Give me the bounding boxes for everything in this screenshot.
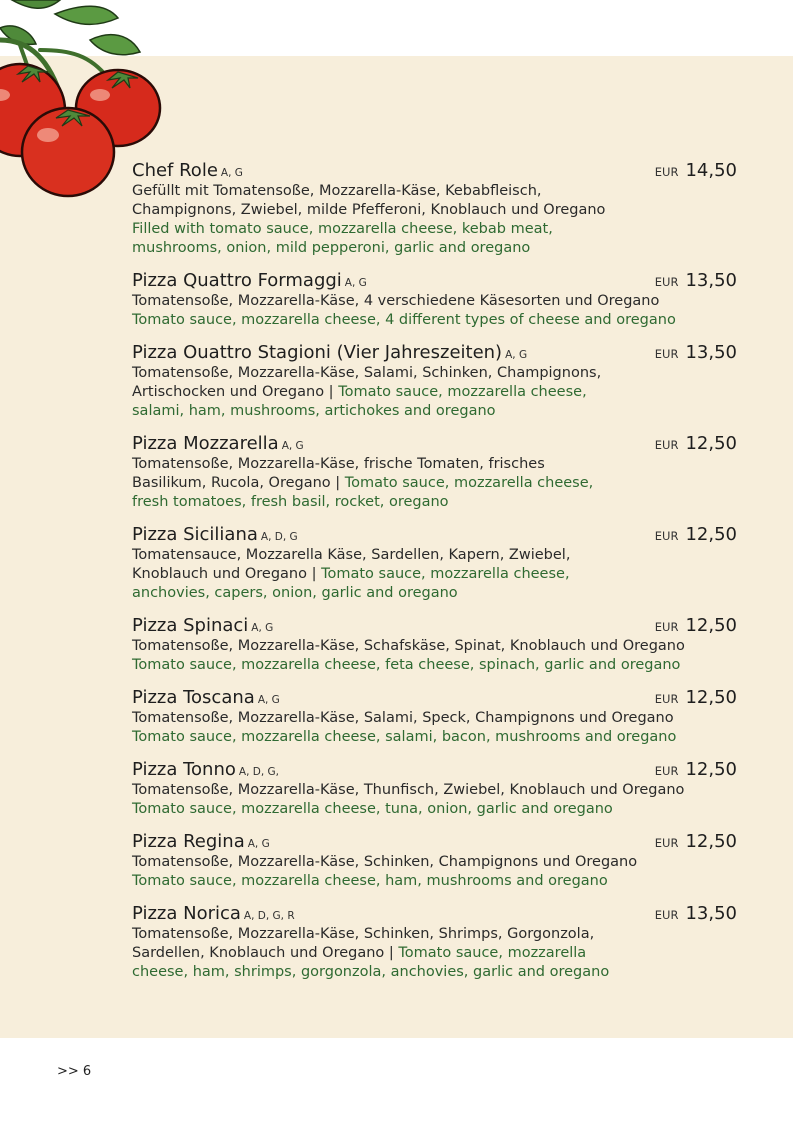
menu-item-header — [132, 433, 737, 455]
english-description: Tomato sauce, mozzarella cheese, — [338, 384, 587, 400]
item-allergens: A, G — [257, 694, 280, 706]
item-price — [655, 524, 737, 545]
page-number: >> 6 — [57, 1064, 92, 1079]
english-description: mushrooms, onion, mild pepperoni, garlic and oregano — [132, 240, 531, 256]
english-description: Tomato sauce, mozzarella cheese, salami, bacon, mushrooms and oregano — [132, 729, 677, 745]
item-name: Pizza Ouattro Stagioni (Vier Jahreszeiten) — [132, 342, 503, 363]
menu-item — [132, 903, 737, 982]
price-amount: 14,50 — [685, 160, 737, 181]
english-description: Tomato sauce, mozzarella — [398, 945, 587, 961]
item-name: Pizza Norica — [132, 903, 241, 924]
german-description: Tomatensoße, Mozzarella-Käse, Thunfisch, Zwiebel, Knoblauch und Oregano — [132, 782, 685, 798]
menu-item-header — [132, 270, 737, 292]
menu-item-header — [132, 687, 737, 709]
german-description: Tomatensauce, Mozzarella Käse, Sardellen, Kapern, Zwiebel, — [132, 547, 571, 563]
item-description — [132, 637, 737, 675]
menu-item — [132, 615, 737, 675]
item-name: Chef Role — [132, 160, 218, 181]
price-amount: 12,50 — [685, 433, 737, 454]
english-description: cheese, ham, shrimps, gorgonzola, anchovies, garlic and oregano — [132, 964, 610, 980]
english-description: Tomato sauce, mozzarella cheese, — [321, 566, 570, 582]
item-description — [132, 709, 737, 747]
item-allergens: A, G — [281, 440, 304, 452]
price-currency: EUR — [654, 764, 679, 778]
price-amount: 12,50 — [685, 524, 737, 545]
item-description — [132, 781, 737, 819]
item-allergens: A, G — [251, 622, 274, 634]
price-currency: EUR — [654, 692, 679, 706]
item-price — [655, 831, 737, 852]
german-description: Artischocken und Oregano | — [132, 384, 339, 400]
english-description: fresh tomatoes, fresh basil, rocket, oregano — [132, 494, 449, 510]
item-description — [132, 455, 737, 512]
german-description: Basilikum, Rucola, Oregano | — [132, 475, 345, 491]
item-price — [655, 615, 737, 636]
german-description: Tomatensoße, Mozzarella-Käse, Schinken, Shrimps, Gorgonzola, — [132, 926, 595, 942]
item-name: Pizza Regina — [132, 831, 245, 852]
price-currency: EUR — [654, 275, 679, 289]
german-description: Tomatensoße, Mozzarella-Käse, Salami, Schinken, Champignons, — [132, 365, 602, 381]
item-allergens: A, D, G — [260, 531, 298, 543]
menu-item-header — [132, 342, 737, 364]
price-amount: 12,50 — [685, 759, 737, 780]
menu-item-header — [132, 759, 737, 781]
price-currency: EUR — [654, 529, 679, 543]
price-amount: 12,50 — [685, 831, 737, 852]
item-allergens: A, D, G, — [238, 766, 279, 778]
english-description: Tomato sauce, mozzarella cheese, — [344, 475, 594, 491]
item-description — [132, 364, 737, 421]
item-name: Pizza Mozzarella — [132, 433, 279, 454]
menu-item-header — [132, 831, 737, 853]
item-name: Pizza Toscana — [132, 687, 255, 708]
item-allergens: A, G — [505, 349, 528, 361]
item-allergens: A, G — [344, 277, 367, 289]
menu-item — [132, 342, 737, 421]
item-name: Pizza Tonno — [132, 759, 236, 780]
english-description: anchovies, capers, onion, garlic and oregano — [132, 585, 458, 601]
menu-item-header — [132, 524, 737, 546]
price-currency: EUR — [654, 347, 679, 361]
menu-item — [132, 687, 737, 747]
price-amount: 13,50 — [685, 342, 737, 363]
menu-item-header — [132, 903, 737, 925]
german-description: Tomatensoße, Mozzarella-Käse, Schinken, Champignons und Oregano — [132, 854, 638, 870]
menu-item — [132, 160, 737, 258]
item-description — [132, 182, 737, 258]
item-price — [655, 342, 737, 363]
item-description — [132, 853, 737, 891]
price-amount: 12,50 — [685, 687, 737, 708]
item-name: Pizza Quattro Formaggi — [132, 270, 342, 291]
menu-item-header — [132, 160, 737, 182]
price-amount: 13,50 — [685, 903, 737, 924]
menu-item — [132, 831, 737, 891]
item-price — [655, 903, 737, 924]
item-description — [132, 546, 737, 603]
english-description: Filled with tomato sauce, mozzarella cheese, kebab meat, — [132, 221, 553, 237]
german-description: Champignons, Zwiebel, milde Pfefferoni, Knoblauch und Oregano — [132, 202, 606, 218]
price-currency: EUR — [654, 165, 679, 179]
menu-item-header — [132, 615, 737, 637]
item-allergens: A, D, G, R — [243, 910, 295, 922]
item-price — [655, 270, 737, 291]
menu-item — [132, 524, 737, 603]
item-price — [655, 433, 737, 454]
item-name: Pizza Siciliana — [132, 524, 258, 545]
price-currency: EUR — [654, 438, 679, 452]
menu-item — [132, 759, 737, 819]
item-price — [655, 160, 737, 181]
german-description: Tomatensoße, Mozzarella-Käse, Salami, Speck, Champignons und Oregano — [132, 710, 674, 726]
price-amount: 12,50 — [685, 615, 737, 636]
price-currency: EUR — [654, 620, 679, 634]
english-description: salami, ham, mushrooms, artichokes and oregano — [132, 403, 496, 419]
german-description: Tomatensoße, Mozzarella-Käse, Schafskäse, Spinat, Knoblauch und Oregano — [132, 638, 685, 654]
item-allergens: A, G — [247, 838, 270, 850]
item-allergens: A, G — [220, 167, 243, 179]
english-description: Tomato sauce, mozzarella cheese, 4 different types of cheese and oregano — [132, 312, 676, 328]
item-price — [655, 759, 737, 780]
english-description: Tomato sauce, mozzarella cheese, feta cheese, spinach, garlic and oregano — [132, 657, 681, 673]
german-description: Gefüllt mit Tomatensoße, Mozzarella-Käse, Kebabfleisch, — [132, 183, 542, 199]
item-description — [132, 925, 737, 982]
german-description: Tomatensoße, Mozzarella-Käse, frische Tomaten, frisches — [132, 456, 545, 472]
item-description — [132, 292, 737, 330]
german-description: Sardellen, Knoblauch und Oregano | — [132, 945, 399, 961]
menu-item — [132, 433, 737, 512]
price-currency: EUR — [654, 836, 679, 850]
item-name: Pizza Spinaci — [132, 615, 249, 636]
german-description: Tomatensoße, Mozzarella-Käse, 4 verschiedene Käsesorten und Oregano — [132, 293, 660, 309]
menu-item — [132, 270, 737, 330]
german-description: Knoblauch und Oregano | — [132, 566, 322, 582]
price-currency: EUR — [654, 908, 679, 922]
english-description: Tomato sauce, mozzarella cheese, tuna, onion, garlic and oregano — [132, 801, 613, 817]
item-price — [655, 687, 737, 708]
pizza-menu — [132, 160, 737, 994]
english-description: Tomato sauce, mozzarella cheese, ham, mushrooms and oregano — [132, 873, 608, 889]
price-amount: 13,50 — [685, 270, 737, 291]
